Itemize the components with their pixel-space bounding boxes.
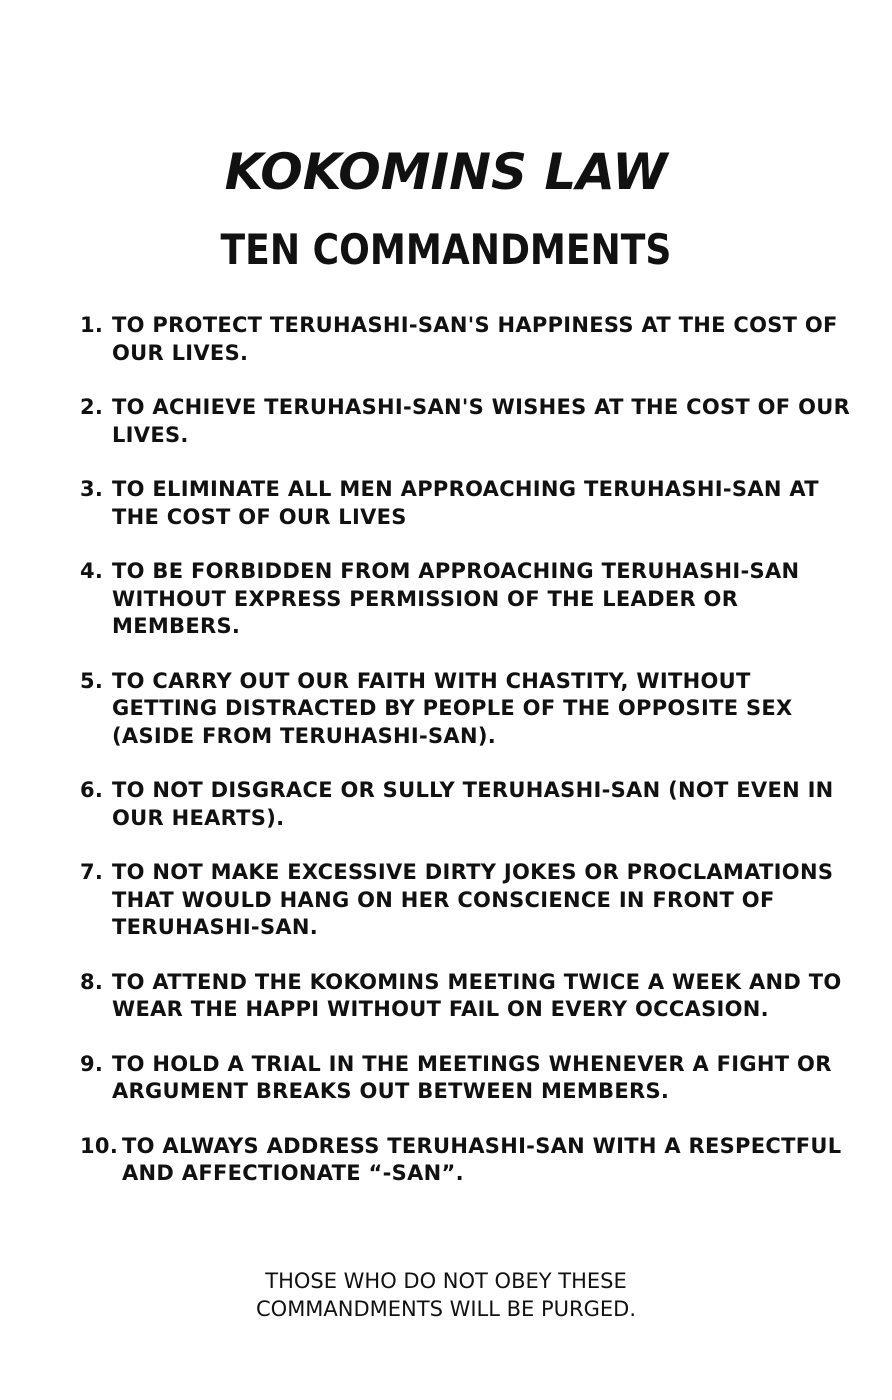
commandment-number: 6. [80, 778, 104, 802]
commandment-text: TO NOT MAKE EXCESSIVE DIRTY JOKES OR PROCLAMATIONS THAT WOULD HANG ON HER CONSCIENCE IN FRONT OF TERUHASHI-SAN. [112, 860, 834, 939]
commandment-text: TO HOLD A TRIAL IN THE MEETINGS WHENEVER A FIGHT OR ARGUMENT BREAKS OUT BETWEEN MEMBERS. [112, 1051, 832, 1103]
commandment-text: TO ACHIEVE TERUHASHI-SAN'S WISHES AT THE COST OF OUR LIVES. [112, 395, 851, 447]
commandment-number: 5. [80, 668, 104, 693]
commandment-text: TO ALWAYS ADDRESS TERUHASHI-SAN WITH A RESPECTFUL AND AFFECTIONATE “-SAN”. [122, 1133, 842, 1185]
commandment-item [80, 969, 860, 1024]
commandment-text: TO ELIMINATE ALL MEN APPROACHING TERUHASHI-SAN AT THE COST OF OUR LIVES [112, 477, 819, 529]
commandment-number: 4. [80, 559, 104, 583]
commandment-item [80, 558, 860, 641]
commandment-number: 9. [80, 1051, 104, 1076]
commandment-item [80, 394, 860, 449]
page-subtitle: TEN COMMANDMENTS [220, 225, 672, 274]
commandment-number: 3. [80, 477, 104, 501]
commandment-item [80, 777, 860, 832]
footer-line: COMMANDMENTS WILL BE PURGED. [256, 1297, 636, 1321]
commandments-list [80, 312, 860, 1215]
commandment-text: TO CARRY OUT OUR FAITH WITH CHASTITY, WITHOUT GETTING DISTRACTED BY PEOPLE OF THE OPPOSITE SEX (ASIDE FROM TERUHASHI-SAN). [112, 668, 793, 748]
commandment-number: 2. [80, 395, 104, 419]
footer-warning [0, 1267, 892, 1323]
commandment-number: 8. [80, 969, 104, 994]
footer-line: THOSE WHO DO NOT OBEY THESE [265, 1269, 627, 1293]
commandment-item [80, 1133, 860, 1188]
commandment-text: TO ATTEND THE KOKOMINS MEETING TWICE A WEEK AND TO WEAR THE HAPPI WITHOUT FAIL ON EVERY OCCASION. [112, 969, 842, 1021]
commandment-item [80, 668, 860, 751]
commandment-item [80, 1051, 860, 1106]
commandment-item [80, 859, 860, 942]
commandment-item [80, 312, 860, 367]
commandment-text: TO PROTECT TERUHASHI-SAN'S HAPPINESS AT THE COST OF OUR LIVES. [112, 313, 838, 365]
commandment-text: TO NOT DISGRACE OR SULLY TERUHASHI-SAN (NOT EVEN IN OUR HEARTS). [112, 778, 834, 830]
page-title: KOKOMINS LAW [224, 143, 668, 201]
commandment-number: 1. [80, 313, 104, 337]
commandment-text: TO BE FORBIDDEN FROM APPROACHING TERUHASHI-SAN WITHOUT EXPRESS PERMISSION OF THE LEADER OR MEMBERS. [112, 559, 800, 638]
commandment-number: 10. [80, 1133, 119, 1158]
commandment-item [80, 476, 860, 531]
commandment-number: 7. [80, 860, 104, 884]
